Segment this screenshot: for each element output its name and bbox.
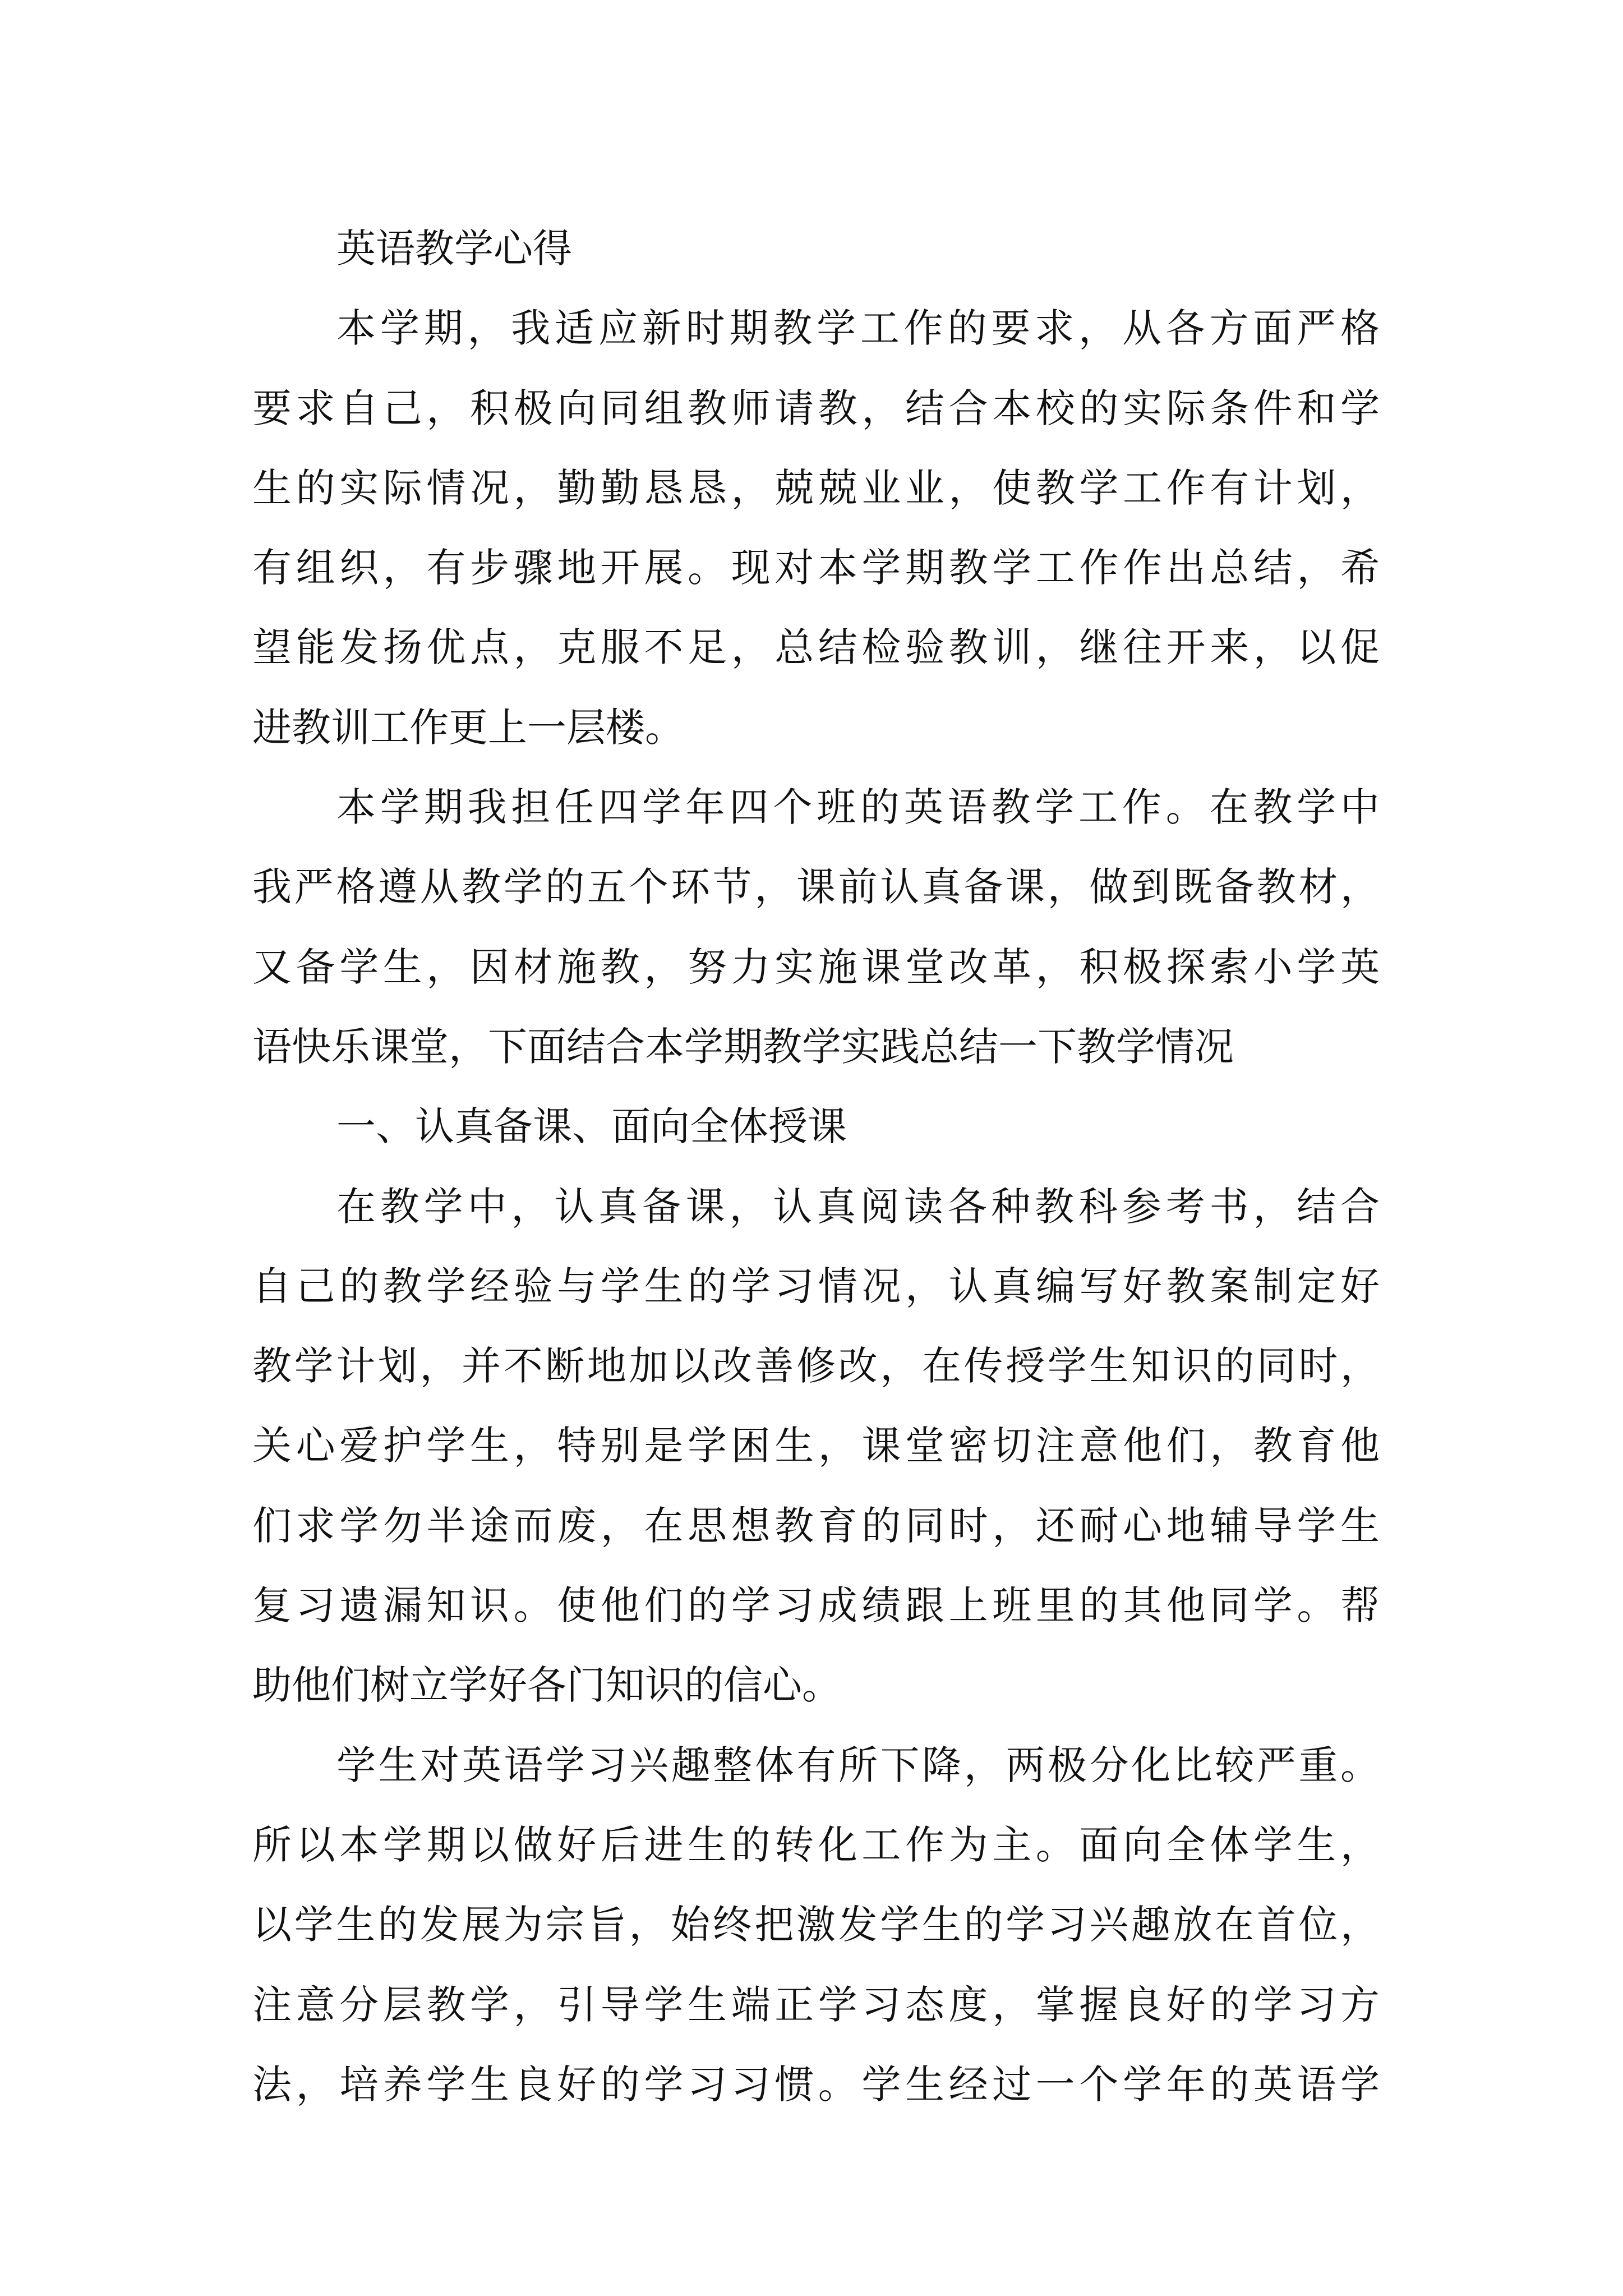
paragraph-line: 学生对英语学习兴趣整体有所下降，两极分化比较严重。 bbox=[336, 1742, 1380, 1788]
paragraph-line: 关心爱护学生，特别是学困生，课堂密切注意他们，教育他 bbox=[252, 1423, 1380, 1469]
paragraph-line: 望能发扬优点，克服不足，总结检验教训，继往开来，以促 bbox=[252, 624, 1380, 671]
paragraph-line: 法，培养学生良好的学习习惯。学生经过一个学年的英语学 bbox=[252, 2061, 1380, 2108]
paragraph-line: 我严格遵从教学的五个环节，课前认真备课，做到既备教材， bbox=[252, 864, 1380, 910]
paragraph-line: 在教学中，认真备课，认真阅读各种教科参考书，结合 bbox=[336, 1183, 1380, 1230]
paragraph-line: 要求自己，积极向同组教师请教，结合本校的实际条件和学 bbox=[252, 385, 1380, 431]
paragraph-line: 本学期，我适应新时期教学工作的要求，从各方面严格 bbox=[336, 305, 1380, 352]
document-body bbox=[252, 209, 1380, 2124]
paragraph-line: 所以本学期以做好后进生的转化工作为主。面向全体学生， bbox=[252, 1821, 1380, 1868]
paragraph-line: 们求学勿半途而废，在思想教育的同时，还耐心地辅导学生 bbox=[252, 1502, 1380, 1549]
paragraph-2 bbox=[252, 767, 1380, 1087]
paragraph-4 bbox=[252, 1726, 1380, 2124]
paragraph-line: 注意分层教学，引导学生端正学习态度，掌握良好的学习方 bbox=[252, 1981, 1380, 2028]
paragraph-line: 复习遗漏知识。使他们的学习成绩跟上班里的其他同学。帮 bbox=[252, 1582, 1380, 1629]
paragraph-line: 语快乐课堂，下面结合本学期教学实践总结一下教学情况 bbox=[252, 1023, 1234, 1070]
section-heading-line: 一、认真备课、面向全体授课 bbox=[336, 1103, 847, 1150]
document-title: 英语教学心得 bbox=[336, 226, 572, 272]
paragraph-line: 生的实际情况，勤勤恳恳，兢兢业业，使教学工作有计划， bbox=[252, 464, 1380, 511]
paragraph-line: 又备学生，因材施教，努力实施课堂改革，积极探索小学英 bbox=[252, 944, 1380, 990]
paragraph-1 bbox=[252, 288, 1380, 767]
paragraph-line: 进教训工作更上一层楼。 bbox=[252, 704, 684, 751]
paragraph-line: 本学期我担任四学年四个班的英语教学工作。在教学中 bbox=[336, 784, 1380, 831]
section-heading bbox=[252, 1087, 1380, 1166]
paragraph-line: 以学生的发展为宗旨，始终把激发学生的学习兴趣放在首位， bbox=[252, 1902, 1380, 1948]
paragraph-line: 自己的教学经验与学生的学习情况，认真编写好教案制定好 bbox=[252, 1263, 1380, 1309]
paragraph-line: 有组织，有步骤地开展。现对本学期教学工作作出总结，希 bbox=[252, 545, 1380, 591]
paragraph-3 bbox=[252, 1167, 1380, 1726]
paragraph-line: 教学计划，并不断地加以改善修改，在传授学生知识的同时， bbox=[252, 1343, 1380, 1389]
paragraph-line: 助他们树立学好各门知识的信心。 bbox=[252, 1662, 841, 1709]
